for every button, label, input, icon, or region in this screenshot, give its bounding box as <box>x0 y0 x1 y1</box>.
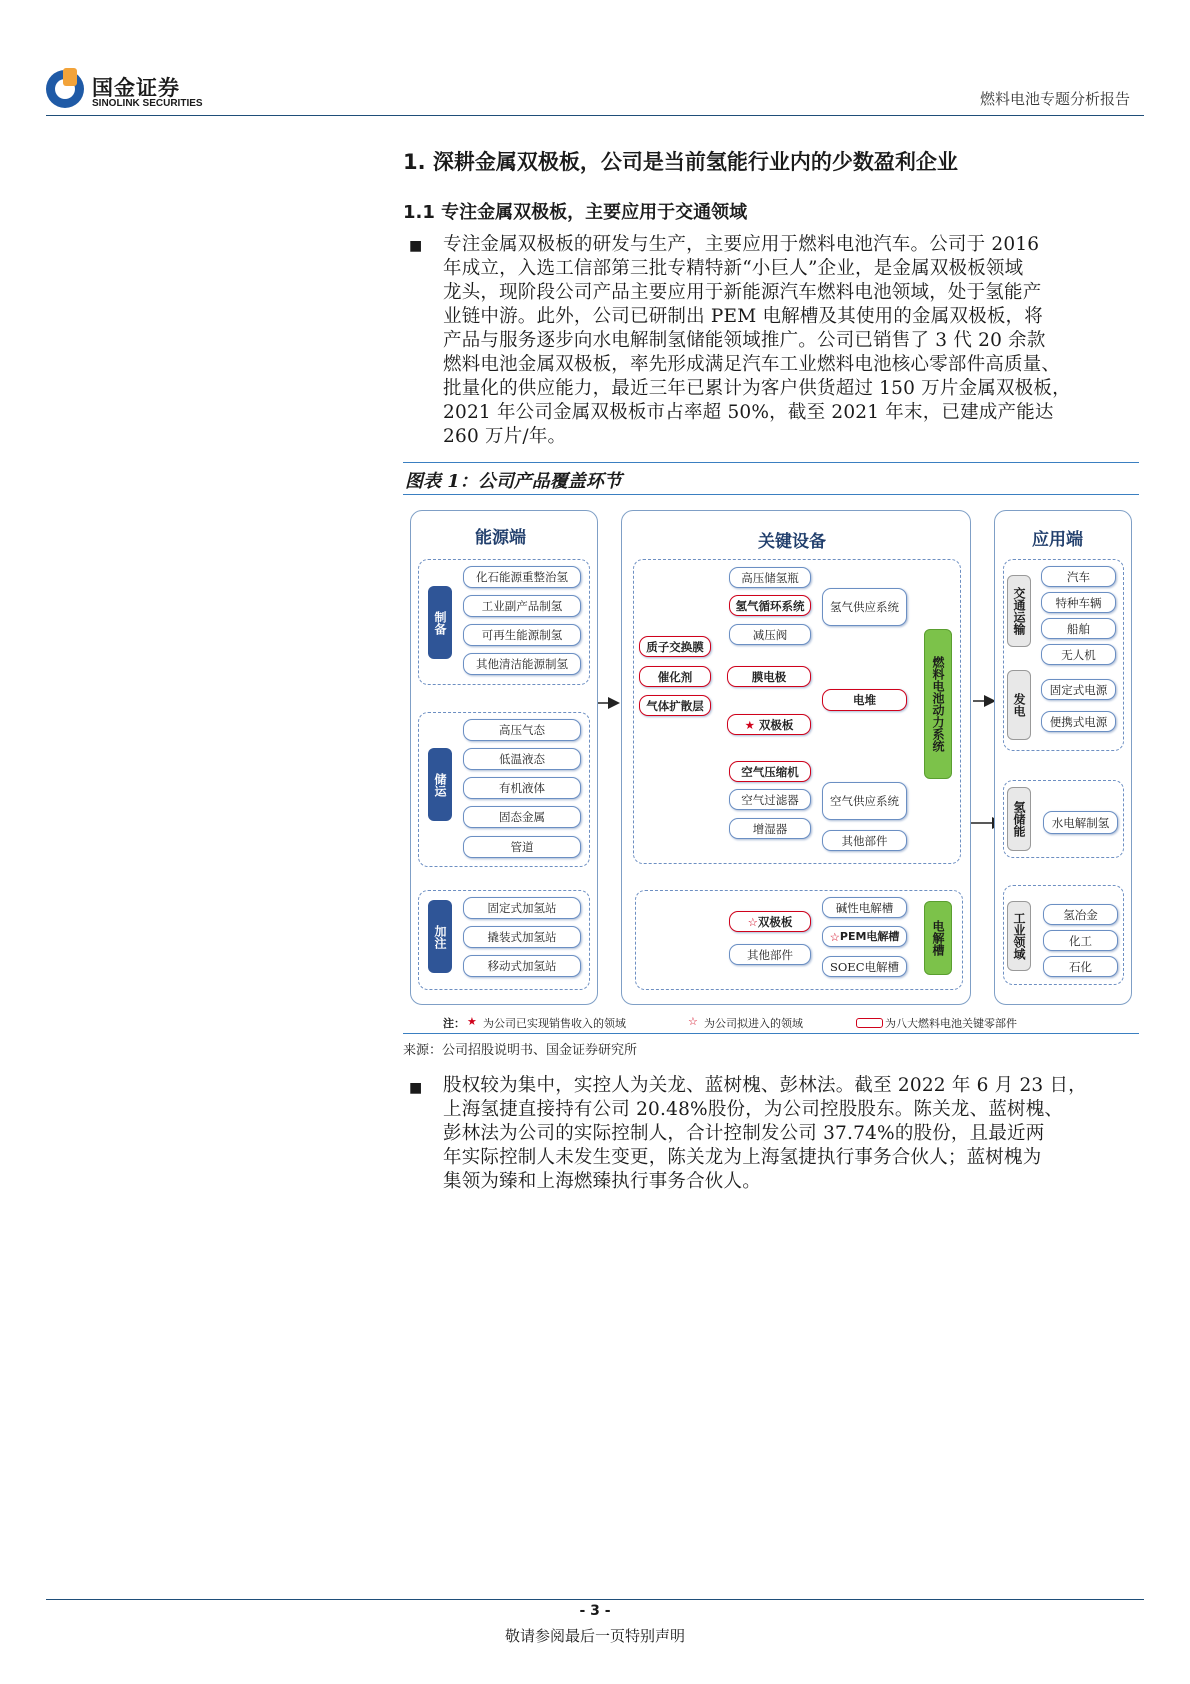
para2-line: 股权较为集中，实控人为关龙、蓝树槐、彭林法。截至 2022 年 6 月 23 日， <box>443 1075 1087 1096</box>
reducer-box: 减压阀 <box>729 624 811 645</box>
para1-line: 专注金属双极板的研发与生产，主要应用于燃料电池汽车。公司于 2016 <box>443 234 1040 255</box>
others-2-box: 其他部件 <box>729 944 811 965</box>
refueling-item: 固定式加氢站 <box>463 897 581 919</box>
transport-item: 特种车辆 <box>1041 592 1116 613</box>
para1-line: 业链中游。此外，公司已研制出 PEM 电解槽及其使用的金属双极板，将 <box>443 306 1043 327</box>
storage-item: 管道 <box>463 836 581 858</box>
plan-star-icon: ☆ <box>688 1015 698 1028</box>
bipolar-plate-2-box <box>729 911 811 932</box>
para1-line: 2021 年公司金属双极板市占率超 50%，截至 2021 年末，已建成产能达 <box>443 402 1054 423</box>
mea-box: 膜电极 <box>727 666 811 687</box>
plan-star-icon: ☆ <box>747 914 758 929</box>
production-item: 其他清洁能源制氢 <box>463 653 581 675</box>
transport-tag: 交通运输 <box>1007 575 1031 647</box>
others-box: 其他部件 <box>822 830 907 851</box>
transport-item: 船舶 <box>1041 618 1116 639</box>
power-item: 固定式电源 <box>1041 679 1116 700</box>
h2-tank-box: 高压储氢瓶 <box>729 567 811 588</box>
compressor-box: 空气压缩机 <box>729 761 811 782</box>
paragraph-2 <box>443 1074 1140 1194</box>
pem-electrolyzer-label: PEM电解槽 <box>839 929 900 943</box>
refueling-item: 撬装式加氢站 <box>463 926 581 948</box>
pem-box: 质子交换膜 <box>639 636 711 657</box>
industry-item: 石化 <box>1043 956 1118 977</box>
energy-panel-title: 能源端 <box>475 528 526 548</box>
production-tag: 制备 <box>428 586 452 659</box>
power-item: 便携式电源 <box>1041 711 1116 732</box>
h2-cycle-box: 氢气循环系统 <box>729 595 811 616</box>
para1-line: 燃料电池金属双极板，率先形成满足汽车工业燃料电池核心零部件高质量、 <box>443 354 1061 375</box>
report-title: 燃料电池专题分析报告 <box>979 90 1130 108</box>
note-label: 注： <box>443 1017 465 1030</box>
production-item: 化石能源重整治氢 <box>463 566 581 588</box>
storage-item: 固态金属 <box>463 806 581 828</box>
humidifier-box: 增湿器 <box>729 818 811 839</box>
para1-line: 年成立，入选工信部第三批专精特新“小巨人”企业，是金属双极板领域 <box>443 258 1024 279</box>
industry-tag: 工业领域 <box>1007 901 1031 971</box>
bipolar-plate-label: 双极板 <box>758 717 794 732</box>
figure-title-bar <box>403 462 1139 495</box>
section-1-1-title: 1.1 专注金属双极板，主要应用于交通领域 <box>403 202 748 223</box>
h2-storage-tag: 氢储能 <box>1007 787 1031 851</box>
legend-note <box>403 1011 1139 1034</box>
soec-electrolyzer-box: SOEC电解槽 <box>822 956 907 977</box>
storage-item: 高压气态 <box>463 719 581 741</box>
figure-title: 图表 1：公司产品覆盖环节 <box>405 471 622 492</box>
note-plan-text: 为公司拟进入的领域 <box>704 1017 803 1030</box>
pem-electrolyzer-box <box>822 926 907 947</box>
h2-supply-box: 氢气供应系统 <box>822 588 907 626</box>
para1-line: 260 万片/年。 <box>443 426 567 447</box>
figure-source: 来源：公司招股说明书、国金证券研究所 <box>403 1043 638 1058</box>
para1-line: 产品与服务逐步向水电解制氢储能领域推广。公司已销售了 3 代 20 余款 <box>443 330 1046 351</box>
transport-item: 无人机 <box>1041 644 1116 665</box>
para2-line: 年实际控制人未发生变更，陈关龙为上海氢捷执行事务合伙人；蓝树槐为 <box>443 1147 1042 1168</box>
bipolar-plate-2-label: 双极板 <box>757 914 793 929</box>
application-title: 应用端 <box>1032 530 1083 550</box>
note-sold-text: 为公司已实现销售收入的领域 <box>483 1017 626 1030</box>
logo-mark-icon <box>46 70 84 108</box>
plan-star-icon: ☆ <box>829 929 840 944</box>
industry-item: 化工 <box>1043 930 1118 951</box>
industry-item: 氢冶金 <box>1043 904 1118 925</box>
company-logo <box>46 70 221 112</box>
paragraph-1 <box>443 233 1140 449</box>
electrolyzer-group <box>635 890 963 990</box>
bipolar-plate-box <box>727 714 811 735</box>
catalyst-box: 催化剂 <box>639 666 711 687</box>
bullet-2: ■ <box>409 1080 423 1096</box>
production-item: 工业副产品制氢 <box>463 595 581 617</box>
footer-disclaimer: 敬请参阅最后一页特别声明 <box>504 1627 685 1645</box>
page-header <box>46 66 1144 116</box>
gdl-box: 气体扩散层 <box>639 695 711 716</box>
para2-line: 上海氢捷直接持有公司 20.48%股份，为公司控股股东。陈关龙、蓝树槐、 <box>443 1099 1064 1120</box>
sold-star-icon: ★ <box>467 1015 477 1028</box>
bullet-1: ■ <box>409 238 423 254</box>
section-1-title: 1. 深耕金属双极板，公司是当前氢能行业内的少数盈利企业 <box>403 150 958 174</box>
water-electrolysis-box: 水电解制氢 <box>1043 811 1118 834</box>
red-box-legend-icon <box>856 1018 883 1028</box>
alkaline-electrolyzer-box: 碱性电解槽 <box>822 897 907 918</box>
key-equipment-title: 关键设备 <box>758 532 826 552</box>
storage-item: 有机液体 <box>463 777 581 799</box>
fc-system-box: 燃料电池动力系统 <box>924 629 952 779</box>
refueling-item: 移动式加氢站 <box>463 955 581 977</box>
product-coverage-diagram <box>403 505 1139 1035</box>
para2-line: 集领为臻和上海燃臻执行事务合伙人。 <box>443 1171 761 1192</box>
para1-line: 龙头，现阶段公司产品主要应用于新能源汽车燃料电池领域，处于氢能产 <box>443 282 1042 303</box>
logo-cn-text: 国金证券 <box>92 76 180 100</box>
storage-item: 低温液态 <box>463 748 581 770</box>
logo-en-text: SINOLINK SECURITIES <box>92 98 203 109</box>
sold-star-icon: ★ <box>744 717 755 732</box>
para1-line: 批量化的供应能力，最近三年已累计为客户供货超过 150 万片金属双极板， <box>443 378 1071 399</box>
electrolyzer-box: 电解槽 <box>924 901 952 975</box>
air-supply-box: 空气供应系统 <box>822 782 907 820</box>
power-tag: 发电 <box>1007 670 1031 740</box>
air-filter-box: 空气过滤器 <box>729 789 811 810</box>
footer-divider <box>46 1599 1144 1600</box>
note-box-text: 为八大燃料电池关键零部件 <box>885 1017 1017 1030</box>
storage-transport-tag: 储运 <box>428 748 452 821</box>
refueling-tag: 加注 <box>428 900 452 973</box>
production-item: 可再生能源制氢 <box>463 624 581 646</box>
para2-line: 彭林法为公司的实际控制人，合计控制发公司 37.74%的股份，且最近两 <box>443 1123 1045 1144</box>
transport-item: 汽车 <box>1041 566 1116 587</box>
page-number: - 3 - <box>579 1603 611 1619</box>
stack-box: 电堆 <box>822 689 907 711</box>
